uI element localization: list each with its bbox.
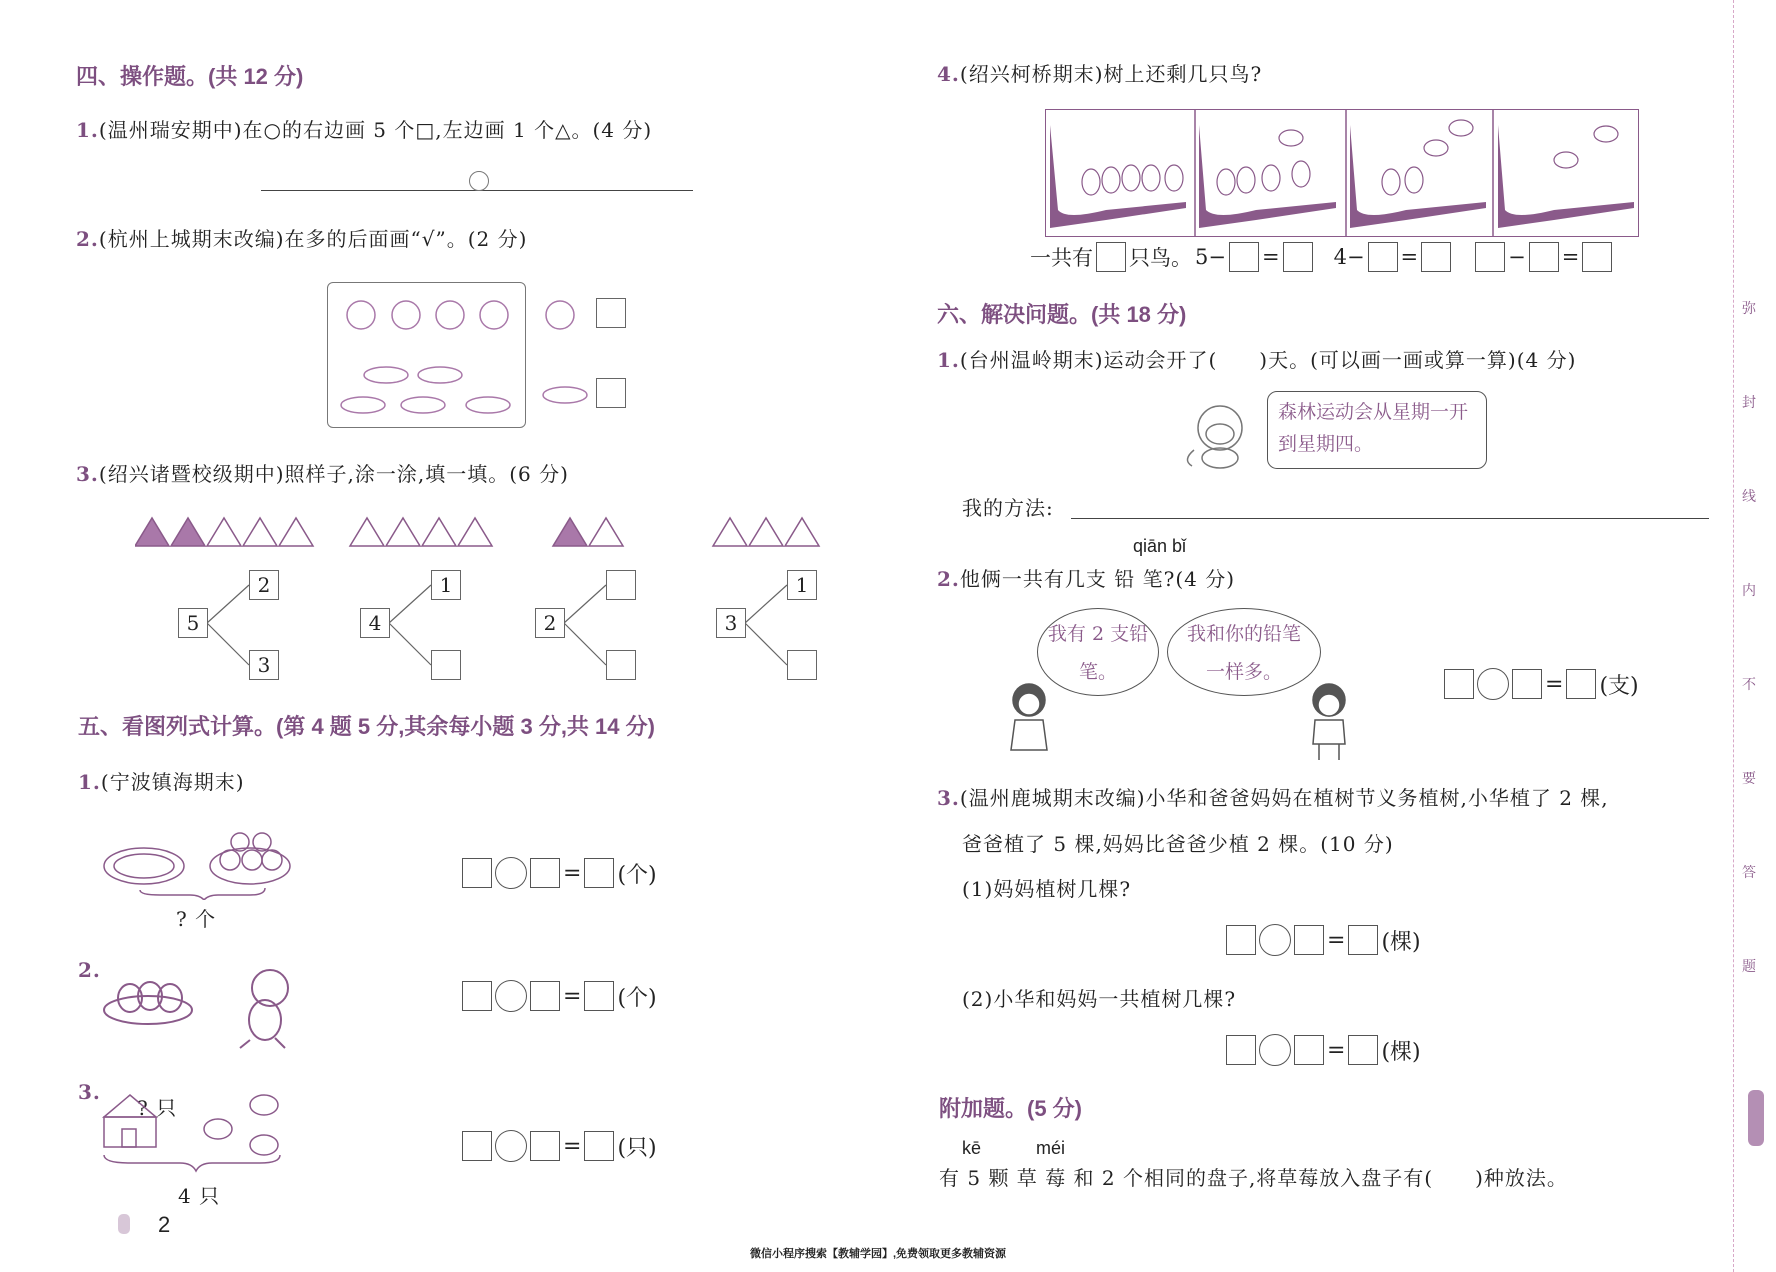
answer-box[interactable]: [1421, 242, 1451, 272]
operator-circle[interactable]: [495, 980, 527, 1012]
question-1: 1.(温州瑞安期中)在○的右边画 5 个□,左边画 1 个△。(4 分): [76, 118, 653, 142]
plate-label: ? 个: [176, 907, 217, 931]
answer-box[interactable]: [1226, 1035, 1256, 1065]
question-3: 3.(绍兴诸暨校级期中)照样子,涂一涂,填一填。(6 分): [76, 462, 569, 486]
page-number: 2: [158, 1212, 171, 1237]
check-box-fish[interactable]: [596, 378, 626, 408]
tree-top-box: 5: [178, 608, 208, 638]
pinyin-qianbi: qiān bǐ: [1133, 536, 1187, 556]
pencil-decoration-icon: [1748, 1090, 1764, 1146]
birds-equations: 一共有 只鸟。 5− = 4− = − =: [1030, 242, 1612, 272]
tree-part-box[interactable]: [606, 570, 636, 600]
answer-box[interactable]: [530, 858, 560, 888]
answer-box[interactable]: [1226, 925, 1256, 955]
section-4-heading: 四、操作题。(共 12 分): [76, 64, 304, 89]
girl-illustration: [1005, 680, 1055, 762]
tree-part-box[interactable]: 3: [249, 650, 279, 680]
answer-box[interactable]: [584, 981, 614, 1011]
method-label: 我的方法:: [962, 496, 1054, 520]
picture-problem-3: 3.: [78, 1080, 101, 1104]
tree-part-box[interactable]: 1: [787, 570, 817, 600]
method-answer-line[interactable]: [1071, 518, 1709, 519]
tree-part-box[interactable]: [606, 650, 636, 680]
cat-and-fish-icons: [540, 290, 590, 410]
sub-question-1: (1)妈妈植树几棵?: [962, 877, 1132, 901]
birds-tree-illustration: [1046, 110, 1638, 236]
solve-problem-3: 3.(温州鹿城期末改编)小华和爸爸妈妈在植树节义务植树,小华植了 2 棵,: [937, 786, 1609, 810]
answer-box[interactable]: [1229, 242, 1259, 272]
picture-problem-2: 2.: [78, 958, 101, 982]
section-6-heading: 六、解决问题。(共 18 分): [937, 302, 1187, 327]
tree-top-box: 3: [716, 608, 746, 638]
answer-box[interactable]: [1348, 925, 1378, 955]
answer-box[interactable]: [584, 858, 614, 888]
answer-box[interactable]: [1096, 242, 1126, 272]
answer-box[interactable]: [1294, 1035, 1324, 1065]
picture-problem-1: 1.(宁波镇海期末): [78, 770, 245, 794]
seal-text-char: 答: [1742, 865, 1756, 881]
footer-note: 微信小程序搜索【教辅学园】,免费领取更多教辅资源: [750, 1248, 1007, 1260]
cats-fish-picture: [327, 282, 526, 428]
operator-circle[interactable]: [1259, 1034, 1291, 1066]
monkey-illustration: [1182, 400, 1256, 470]
section-5-heading: 五、看图列式计算。(第 4 题 5 分,其余每小题 3 分,共 14 分): [78, 714, 655, 739]
tree-part-box[interactable]: 1: [431, 570, 461, 600]
answer-box[interactable]: [1512, 669, 1542, 699]
triangle-rows: [135, 514, 835, 550]
answer-box[interactable]: [1283, 242, 1313, 272]
runner-icon: [118, 1214, 130, 1234]
cats-fish-illustration: [328, 283, 527, 429]
bonus-heading: 附加题。(5 分): [939, 1096, 1083, 1121]
birds-count-label: 4 只: [178, 1184, 221, 1208]
answer-box[interactable]: [1475, 242, 1505, 272]
seal-text-char: 线: [1742, 489, 1756, 505]
tree-part-box[interactable]: [431, 650, 461, 680]
unknown-birds-label: ? 只: [137, 1096, 178, 1120]
answer-box[interactable]: [530, 1131, 560, 1161]
answer-box[interactable]: [530, 981, 560, 1011]
total-trees-equation: = (棵): [1226, 1034, 1421, 1066]
house-birds-illustration: [100, 1085, 290, 1175]
answer-box[interactable]: [1529, 242, 1559, 272]
seal-text-char: 不: [1742, 677, 1756, 693]
solve-problem-1: 1.(台州温岭期末)运动会开了( )天。(可以画一画或算一算)(4 分): [937, 348, 1577, 372]
sub-question-2: (2)小华和妈妈一共植树几棵?: [962, 987, 1237, 1011]
seal-line: [1733, 0, 1734, 1272]
pinyin-ke: kē: [962, 1138, 982, 1158]
seal-text-char: 弥: [1742, 301, 1756, 317]
answer-box[interactable]: [1294, 925, 1324, 955]
eggs-mouse-illustration: [100, 960, 320, 1050]
pencil-equation: = (支): [1444, 668, 1639, 700]
answer-box[interactable]: [1368, 242, 1398, 272]
boy-speech-bubble: 我和你的铅笔一样多。: [1167, 608, 1321, 696]
check-box-cats[interactable]: [596, 298, 626, 328]
tree-part-box[interactable]: 2: [249, 570, 279, 600]
operator-circle[interactable]: [495, 1130, 527, 1162]
answer-box[interactable]: [462, 858, 492, 888]
seal-text-char: 要: [1742, 771, 1756, 787]
tree-part-box[interactable]: [787, 650, 817, 680]
answer-box[interactable]: [584, 1131, 614, 1161]
answer-box[interactable]: [1566, 669, 1596, 699]
seal-text-char: 题: [1742, 959, 1756, 975]
operator-circle[interactable]: [495, 857, 527, 889]
tree-top-box: 2: [535, 608, 565, 638]
answer-box[interactable]: [462, 981, 492, 1011]
girl-speech-bubble: 我有 2 支铅笔。: [1037, 608, 1159, 696]
equation-2: = (个): [462, 980, 657, 1012]
equation-3: = (只): [462, 1130, 657, 1162]
pinyin-mei: méi: [1036, 1138, 1066, 1158]
operator-circle[interactable]: [1477, 668, 1509, 700]
birds-on-tree-panels: [1045, 109, 1639, 237]
operator-circle[interactable]: [1259, 924, 1291, 956]
seal-text-char: 内: [1742, 583, 1756, 599]
answer-box[interactable]: [1348, 1035, 1378, 1065]
answer-box[interactable]: [1582, 242, 1612, 272]
tree-top-box: 4: [360, 608, 390, 638]
boy-illustration: [1305, 680, 1355, 762]
seal-text-char: 封: [1742, 395, 1756, 411]
circle-shape: [469, 171, 489, 191]
monkey-speech-bubble: 森林运动会从星期一开到星期四。: [1267, 391, 1487, 469]
plate-apples-illustration: [100, 820, 300, 900]
mother-trees-equation: = (棵): [1226, 924, 1421, 956]
question-2: 2.(杭州上城期末改编)在多的后面画“√”。(2 分): [76, 227, 528, 251]
answer-box[interactable]: [462, 1131, 492, 1161]
solve-problem-2: 2.他俩一共有几支 铅 笔?(4 分): [937, 567, 1236, 591]
equation-1: = (个): [462, 857, 657, 889]
solve-problem-3-line2: 爸爸植了 5 棵,妈妈比爸爸少植 2 棵。(10 分): [962, 832, 1394, 856]
answer-box[interactable]: [1444, 669, 1474, 699]
picture-problem-4: 4.(绍兴柯桥期末)树上还剩几只鸟?: [937, 62, 1263, 86]
bonus-question: 有 5 颗 草 莓 和 2 个相同的盘子,将草莓放入盘子有( )种放法。: [939, 1166, 1568, 1190]
